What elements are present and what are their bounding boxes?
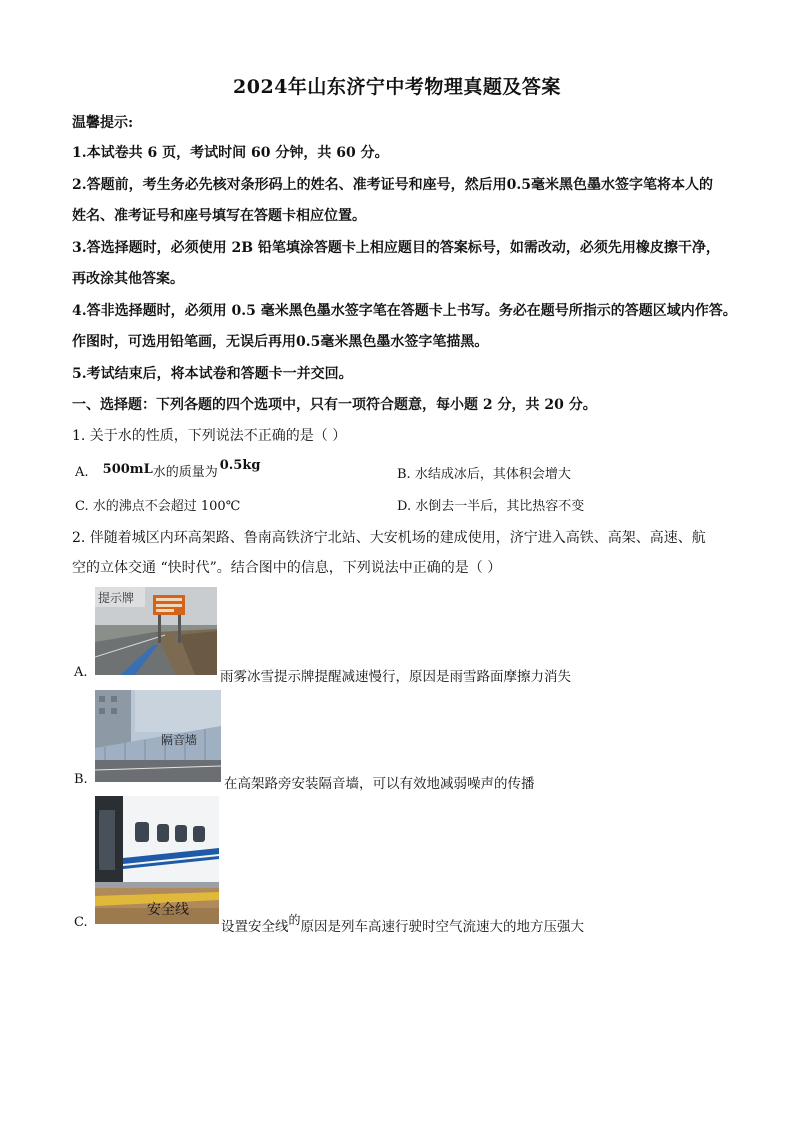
q1-option-a — [75, 458, 261, 480]
q2-c-text-part1: 设置安全线 — [221, 919, 289, 935]
notice-heading: 温馨提示: — [72, 115, 134, 131]
notice-2b: 姓名、准考证号和座号填写在答题卡相应位置。 — [72, 208, 366, 224]
q2-stem-2: 空的立体交通 “快时代”。结合图中的信息，下列说法中正确的是（ ） — [72, 560, 502, 576]
section-heading: 一、选择题：下列各题的四个选项中，只有一项符合题意，每小题 2 分，共 20 分。 — [72, 397, 597, 413]
notice-4a: 4.答非选择题时，必须用 0.5 毫米黑色墨水签字笔在答题卡上书写。务必在题号所指示的答题区域内作答。 — [72, 303, 737, 319]
q2-c-image-caption: 安全线 — [147, 902, 189, 918]
q2-a-photo — [95, 587, 217, 675]
notice-3a: 3.答选择题时，必须使用 2B 铅笔填涂答题卡上相应题目的答案标号，如需改动，必须先用橡皮擦干净， — [72, 240, 720, 256]
q1-option-d: D. 水倒去一半后，其比热容不变 — [397, 499, 585, 514]
q1-stem: 1. 关于水的性质，下列说法不正确的是（ ） — [72, 428, 347, 444]
notice-5: 5.考试结束后，将本试卷和答题卡一并交回。 — [72, 366, 353, 382]
notice-1: 1.本试卷共 6 页，考试时间 60 分钟，共 60 分。 — [72, 145, 389, 161]
road-sign-image — [95, 587, 217, 675]
notice-2a: 2.答题前，考生务必先核对条形码上的姓名、准考证号和座号，然后用0.5毫米黑色墨水签字笔将本人的 — [72, 177, 713, 193]
q2-b-label: B. — [74, 772, 88, 787]
q2-b-text: 在高架路旁安装隔音墙，可以有效地减弱噪声的传播 — [224, 776, 535, 792]
q2-a-text: 雨雾冰雪提示牌提醒减速慢行，原因是雨雪路面摩擦力消失 — [220, 669, 571, 685]
q2-c-photo — [95, 796, 219, 924]
q1-option-b: B. 水结成冰后，其体积会增大 — [397, 467, 571, 482]
train-safety-line-image — [95, 796, 219, 924]
q1-a-text: 水的质量为 — [152, 465, 218, 480]
q2-stem-1: 2. 伴随着城区内环高架路、鲁南高铁济宁北站、大安机场的建成使用，济宁进入高铁、高架、高速、航 — [72, 530, 706, 546]
sound-barrier-image — [95, 690, 221, 782]
q2-c-text-part2: 原因是列车高速行驶时空气流速大的地方压强大 — [300, 919, 585, 935]
page-title: 2024年山东济宁中考物理真题及答案 — [233, 76, 561, 98]
notice-3b: 再改涂其他答案。 — [72, 271, 184, 287]
notice-4b: 作图时，可选用铅笔画，无误后再用0.5毫米黑色墨水签字笔描黑。 — [72, 334, 489, 350]
q1-a-label: A. — [75, 465, 89, 480]
q1-a-math-volume: 500mL — [102, 462, 153, 477]
q2-c-text-sup: 的 — [288, 913, 301, 927]
q2-c-label: C. — [74, 915, 88, 930]
q2-a-label: A. — [74, 665, 88, 680]
q1-option-c: C. 水的沸点不会超过 100℃ — [75, 499, 241, 514]
q2-c-text — [221, 915, 584, 935]
q1-a-math-mass: 0.5kg — [219, 458, 261, 473]
q2-a-image-caption: 提示牌 — [98, 591, 135, 605]
q2-b-photo — [95, 690, 221, 782]
q2-b-image-caption: 隔音墙 — [161, 733, 198, 747]
